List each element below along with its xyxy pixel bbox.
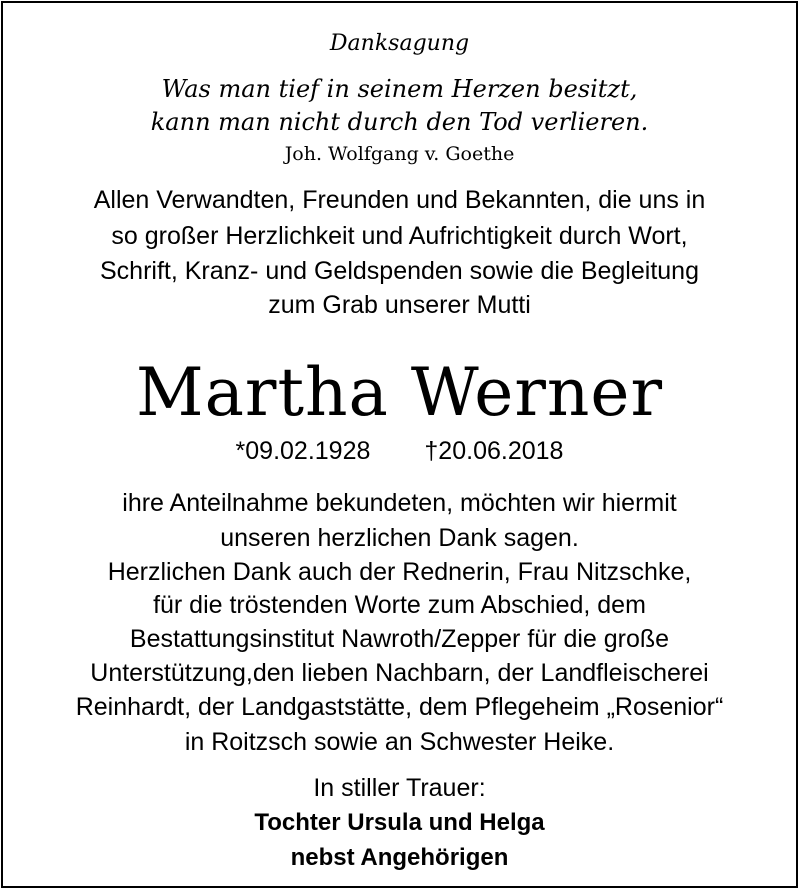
signer-line: Tochter Ursula und Helga (254, 809, 545, 836)
intro-line: so großer Herzlichkeit und Aufrichtigkeit durch Wort, (111, 222, 688, 250)
closing-text: In stiller Trauer: (313, 774, 486, 802)
life-dates (3, 439, 796, 464)
thanks-line: Reinhardt, der Landgaststätte, dem Pflegeheim „Rosenior“ (75, 693, 724, 721)
intro-line: Schrift, Kranz- und Geldspenden sowie die Begleitung (100, 257, 699, 285)
thanks-line: unseren herzlichen Dank sagen. (220, 524, 579, 552)
thanks-line: Unterstützung,den lieben Nachbarn, der Landfleischerei (90, 659, 709, 687)
notice-heading: Danksagung (329, 31, 470, 56)
quote-author: Joh. Wolfgang v. Goethe (284, 143, 515, 165)
thanks-line: ihre Anteilnahme bekundeten, möchten wir hiermit (122, 489, 677, 517)
intro-line: Allen Verwandten, Freunden und Bekannten, die uns in (93, 186, 706, 214)
signer-line: nebst Angehörigen (290, 844, 509, 871)
death-date: †20.06.2018 (424, 437, 564, 465)
thanks-line: in Roitzsch sowie an Schwester Heike. (184, 728, 615, 756)
thanks-line: für die tröstenden Worte zum Abschied, dem (153, 591, 646, 619)
quote-line: kann man nicht durch den Tod verlieren. (150, 108, 649, 136)
birth-date: *09.02.1928 (235, 437, 371, 465)
thanks-line: Bestattungsinstitut Nawroth/Zepper für die große (129, 625, 670, 653)
deceased-name: Martha Werner (135, 354, 663, 431)
obituary-notice (1, 1, 798, 888)
thanks-line: Herzlichen Dank auch der Rednerin, Frau Nitzschke, (107, 558, 692, 586)
intro-line: zum Grab unserer Mutti (268, 291, 531, 319)
quote-line: Was man tief in seinem Herzen besitzt, (161, 75, 638, 103)
